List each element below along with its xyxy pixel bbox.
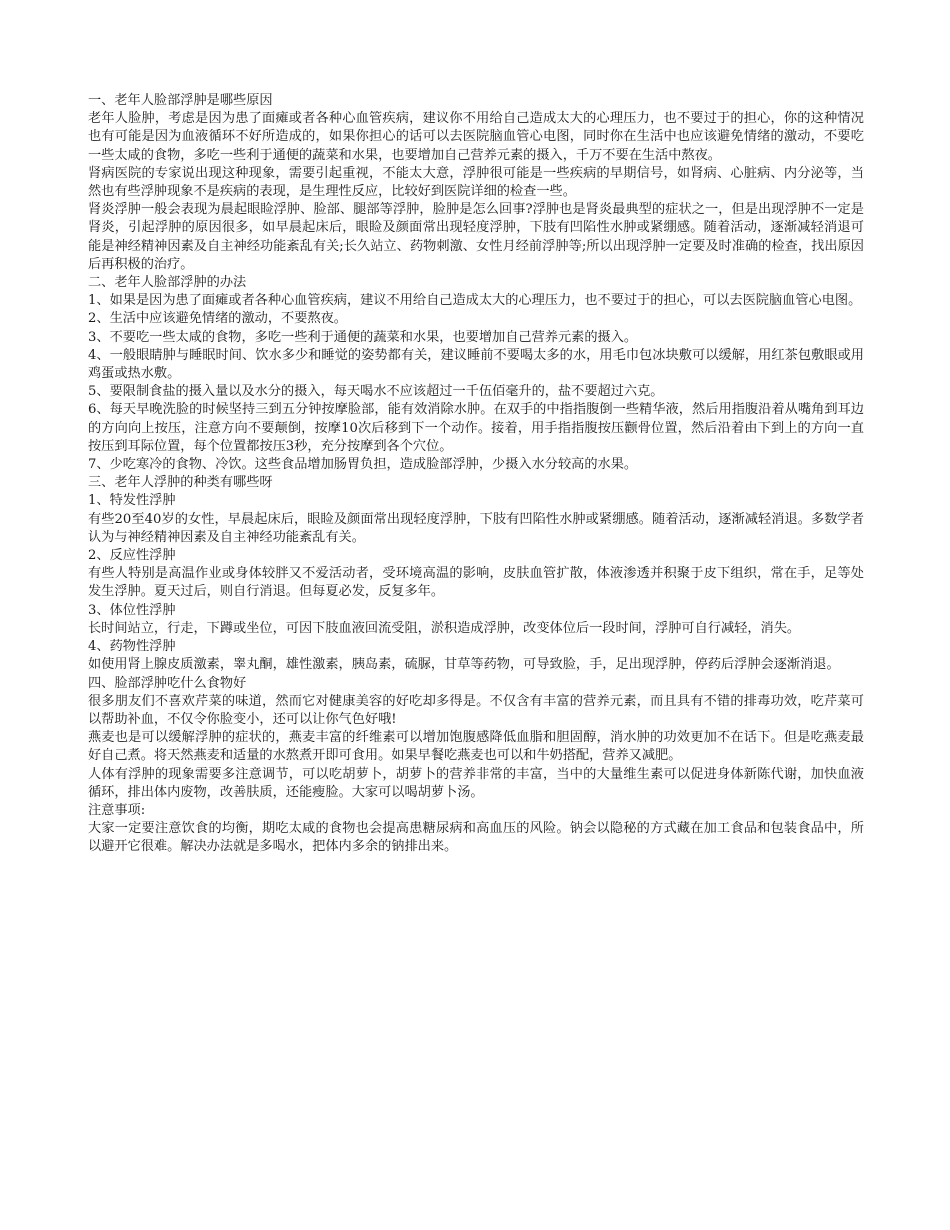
paragraph: 很多朋友们不喜欢芹菜的味道，然而它对健康美容的好吃却多得是。不仅含有丰富的营养元素，而且具有不错的排毒功效，吃芹菜可以帮助补血，不仅令你脸变小，还可以让你气色好哦! [88,693,864,727]
paragraph: 长时间站立，行走，下蹲或坐位，可因下肢血液回流受阻，淤积造成浮肿，改变体位后一段时间，浮肿可自行减轻，消失。 [88,620,801,636]
paragraph: 有些20至40岁的女性，早晨起床后，眼睑及颜面常出现轻度浮肿，下肢有凹陷性水肿或紧绷感。随着活动，逐渐减轻消退。多数学者认为与神经精神因素及自主神经功能紊乱有关。 [88,511,864,545]
section-heading-causes: 一、老年人脸部浮肿是哪些原因 [88,93,273,108]
list-item: 4、一般眼睛肿与睡眠时间、饮水多少和睡觉的姿势都有关，建议睡前不要喝太多的水，用毛巾包冰块敷可以缓解，用红茶包敷眼或用鸡蛋或热水敷。 [88,347,864,382]
subheading: 4、药物性浮肿 [88,639,176,655]
list-item: 6、每天早晚洗脸的时候坚持三到五分钟按摩脸部，能有效消除水肿。在双手的中指指腹倒一些精华液，然后用指腹沿着从嘴角到耳边的方向向上按压，注意方向不要颠倒，按摩10次后移到下一个动作。接着，用手指指腹按压颧骨位置，然后沿着由下到上的方向一直按压到耳际位置，每个位置都按压3秒，充分按摩到各个穴位。 [88,402,864,454]
notes-heading: 注意事项: [88,802,146,818]
paragraph: 如使用肾上腺皮质激素，睾丸酮，雄性激素，胰岛素，硫脲，甘草等药物，可导致脸，手，足出现浮肿，停药后浮肿会逐渐消退。 [88,657,840,673]
list-item: 3、不要吃一些太咸的食物，多吃一些利于通便的蔬菜和水果，也要增加自己营养元素的摄入。 [88,329,638,345]
paragraph: 肾炎浮肿一般会表现为晨起眼睑浮肿、脸部、腿部等浮肿，脸肿是怎么回事?浮肿也是肾炎最典型的症状之一，但是出现浮肿不一定是肾炎，引起浮肿的原因很多，如早晨起床后，眼睑及颜面常出现轻度浮肿，下肢有凹陷性水肿或紧绷感。随着活动，逐渐减轻消退可能是神经精神因素及自主神经功能紊乱有关;长久站立、药物刺激、女性月经前浮肿等;所以出现浮肿一定要及时准确的检查，找出原因后再积极的治疗。 [88,202,864,272]
section-heading-foods: 四、脸部浮肿吃什么食物好 [88,675,247,691]
list-item: 2、生活中应该避免情绪的激动，不要熬夜。 [88,311,347,327]
paragraph: 人体有浮肿的现象需要多注意调节，可以吃胡萝卜，胡萝卜的营养非常的丰富，当中的大量维生素可以促进身体新陈代谢，加快血液循环，排出体内废物，改善肤质，还能瘦脸。大家可以喝胡萝卜汤。 [88,766,864,800]
subheading: 3、体位性浮肿 [88,602,176,618]
section-heading-remedies: 二、老年人脸部浮肿的办法 [88,275,247,291]
list-item: 5、要限制食盐的摄入量以及水分的摄入，每天喝水不应该超过一千伍佰毫升的，盐不要超过六克。 [88,384,664,400]
subheading: 2、反应性浮肿 [88,548,176,564]
paragraph: 大家一定要注意饮食的均衡，期吃太咸的食物也会提高患糖尿病和高血压的风险。钠会以隐秘的方式藏在加工食品和包装食品中，所以避开它很难。解决办法就是多喝水，把体内多余的钠排出来。 [88,821,864,855]
paragraph: 燕麦也是可以缓解浮肿的症状的，燕麦丰富的纤维素可以增加饱腹感降低血脂和胆固醇，消水肿的功效更加不在话下。但是吃燕麦最好自己煮。将天然燕麦和适量的水熬煮开即可食用。如果早餐吃燕麦也可以和牛奶搭配，营养又减肥。 [88,730,864,764]
list-item: 1、如果是因为患了面瘫或者各种心血管疾病，建议不用给自己造成太大的心理压力，也不要过于的担心，可以去医院脑血管心电图。 [88,293,862,309]
paragraph: 有些人特别是高温作业或身体较胖又不爱活动者，受环境高温的影响，皮肤血管扩散，体液渗透并积聚于皮下组织，常在手，足等处发生浮肿。夏天过后，则自行消退。但每夏必发，反复多年。 [88,566,864,600]
paragraph: 肾病医院的专家说出现这种现象，需要引起重视，不能太大意，浮肿很可能是一些疾病的早期信号，如肾病、心脏病、内分泌等，当然也有些浮肿现象不是疾病的表现，是生理性反应，比较好到医院详细的检查一些。 [88,165,864,200]
section-heading-types: 三、老年人浮肿的种类有哪些呀 [88,475,273,491]
paragraph: 老年人脸肿，考虑是因为患了面瘫或者各种心血管疾病，建议你不用给自己造成太大的心理压力，也不要过于的担心，你的这种情况也有可能是因为血液循环不好所造成的，如果你担心的话可以去医院脑血管心电图，同时你在生活中也应该避免情绪的激动，不要吃一些太咸的食物，多吃一些利于通便的蔬菜和水果，也要增加自己营养元素的摄入，千万不要在生活中熬夜。 [88,111,864,163]
document-body [88,92,864,857]
subheading: 1、特发性浮肿 [88,493,176,509]
list-item: 7、少吃寒冷的食物、冷饮。这些食品增加肠胃负担，造成脸部浮肿，少摄入水分较高的水果。 [88,457,638,473]
